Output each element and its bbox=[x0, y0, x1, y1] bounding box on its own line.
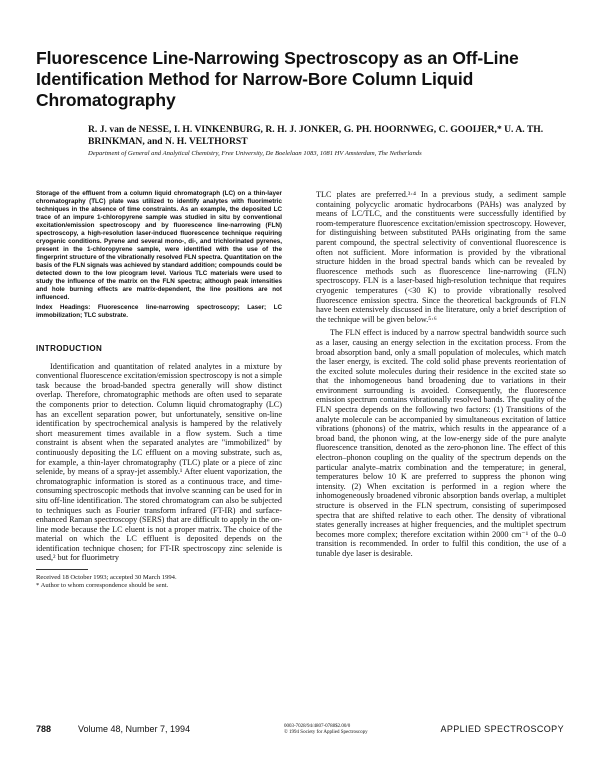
footnote-divider bbox=[36, 569, 88, 570]
journal-name: APPLIED SPECTROSCOPY bbox=[440, 724, 564, 734]
left-column bbox=[36, 190, 282, 590]
intro-paragraph-1: Identification and quantitation of related analytes in a mixture by conventional fluorescence excitation/emission spectroscopy is not a simple task because the broad-banded spectra generally will show distinct overlap. Therefore, chromatographic methods are often used to separate the components prior to detection. Column liquid chromatography (LC) has an excellent separation power, but unfortunately, sensitive on-line identification by spectrochemical analysis is hampered by the relatively short measurement times available in a flow system. Such a time constraint is absent when the separated analytes are "immobilized" by continuously depositing the LC effluent on a moving substrate, such as, for example, a thin-layer chromatography (TLC) plate or a piece of zinc selenide, by means of a spray-jet assembly.¹ After eluent vaporization, the chromatographic information is stored as a continuous trace, and time-consuming spectroscopic methods that involve scanning can be used for in situ off-line identification. The stored chromatogram can also be subjected to techniques such as Fourier transform infrared (FT-IR) and surface-enhanced Raman spectroscopy (SERS) that are difficult to apply in the on-line mode because the LC eluent is not a proper matrix. The choice of the material on which the LC effluent is deposited depends on the identification technique chosen; for FT-IR spectroscopy zinc selenide is used,² but for fluorimetry bbox=[36, 361, 282, 563]
issn-block bbox=[284, 724, 384, 736]
issn-code: 0003-7028/94/4807-0788$2.00/0 bbox=[284, 724, 351, 729]
copyright-line: © 1994 Society for Applied Spectroscopy bbox=[284, 730, 368, 735]
index-headings: Index Headings: Fluorescence line-narrowing spectroscopy; Laser; LC immobilization; TLC substrate. bbox=[36, 304, 282, 319]
intro-paragraph-3: The FLN effect is induced by a narrow spectral bandwidth source such as a laser, causing an energy selection in the excitation process. From the broad absorption band, only a small population of molecules, which match the laser energy, is excited. The cold solid phase prevents reorientation of the excited solute molecules during their residence in the excited state so that the inhomogeneous band broadening due to variations in their environment surrounding is avoided. Consequently, the fluorescence emission spectrum contains vibrationally resolved bands. The quality of the FLN spectra depends on the following two factors: (1) Transitions of the analyte molecule can be accompanied by simultaneous excitation of lattice vibrations (phonons) of the matrix, which results in the appearance of a broad band, the phonon wing, at the low-energy side of the pure analyte fluorescence transition, denoted as the zero-phonon line. The effect of this electron–phonon coupling on the quality of the spectrum depends on the particular analyte–matrix combination and the temperature; in general, temperatures below 10 K are preferred to suppress the phonon wing intensity. (2) When excitation is performed in a region where the inhomogeneously broadened vibronic absorption bands overlap, a multiplet structure is observed in the FLN spectrum, consisting of superimposed spectra that are shifted relative to each other. The density of vibrational states generally increases at higher frequencies, and the multiplet spectrum becomes more complex; therefore excitation within 2000 cm⁻¹ of the 0–0 transition is recommended. In order to fulfil this condition, the use of a tunable dye laser is desirable. bbox=[316, 328, 566, 558]
page-number: 788 bbox=[36, 724, 52, 734]
corresponding-author-note: * Author to whom correspondence should be sent. bbox=[36, 582, 169, 590]
received-note: Received 18 October 1993; accepted 30 March 1994. bbox=[36, 574, 177, 582]
author-list: R. J. van de NESSE, I. H. VINKENBURG, R. H. J. JONKER, G. PH. HOORNWEG, C. GOOIJER,* U. A. TH. BRINKMAN, and N. H. VELTHORST bbox=[88, 124, 544, 147]
article-title: Fluorescence Line-Narrowing Spectroscopy as an Off-Line Identification Method for Narrow-Bore Column Liquid Chromatography bbox=[36, 48, 519, 110]
intro-paragraph-2: TLC plates are preferred.³·⁴ In a previous study, a sediment sample containing polycyclic aromatic hydrocarbons (PAHs) was analyzed by means of LC/TLC, and the constituents were successfully identified by room-temperature fluorescence excitation/emission spectroscopy. However, for distinguishing between substituted PAHs originating from the same parent compound, the spectral selectivity of conventional fluorescence is often not sufficient. More information is provided by the vibrational structure hidden in the broad spectral bands which can be revealed by fluorescence methods such as fluorescence line-narrowing (FLN) spectroscopy. FLN is a laser-based high-resolution technique that requires cryogenic temperatures (<30 K) to provide vibrationally resolved fluorescence emission spectra. Since the theoretical backgrounds of FLN have been extensively discussed in the literature, only a brief description of the technique will be given below.⁵·⁶ bbox=[316, 190, 566, 324]
volume-info: Volume 48, Number 7, 1994 bbox=[78, 724, 191, 734]
page-footer bbox=[36, 724, 564, 740]
right-column bbox=[316, 190, 566, 563]
author-affiliation: Department of General and Analytical Chemistry, Free University, De Boelelaan 1083, 1081 HV Amsterdam, The Netherlands bbox=[88, 150, 422, 157]
section-heading-introduction: INTRODUCTION bbox=[36, 344, 103, 353]
abstract: Storage of the effluent from a column liquid chromatograph (LC) on a thin-layer chromatography (TLC) plate was utilized to identify analytes with fluorimetric techniques in the absence of time constraints. As an example, the deposited LC trace of an impure 1-chloropyrene sample was studied in situ by conventional excitation/emission spectroscopy and by fluorescence line-narrowing (FLN) spectroscopy, a high-resolution laser-induced fluorescence technique requiring cryogenic conditions. Pyrene and several mono-, di-, and trichlorinated pyrenes, present in the 1-chloropyrene sample, were identified with the use of the fingerprint structure of the vibrationally resolved FLN spectra. Quantitation on the basis of the FLN signals was achieved by standard addition; compounds could be detected down to the low picogram level. Various TLC materials were used to study the influence of the matrix on the FLN spectra; although peak intensities and hole burning effects are matrix-dependent, the line positions are not influenced. bbox=[36, 190, 282, 301]
